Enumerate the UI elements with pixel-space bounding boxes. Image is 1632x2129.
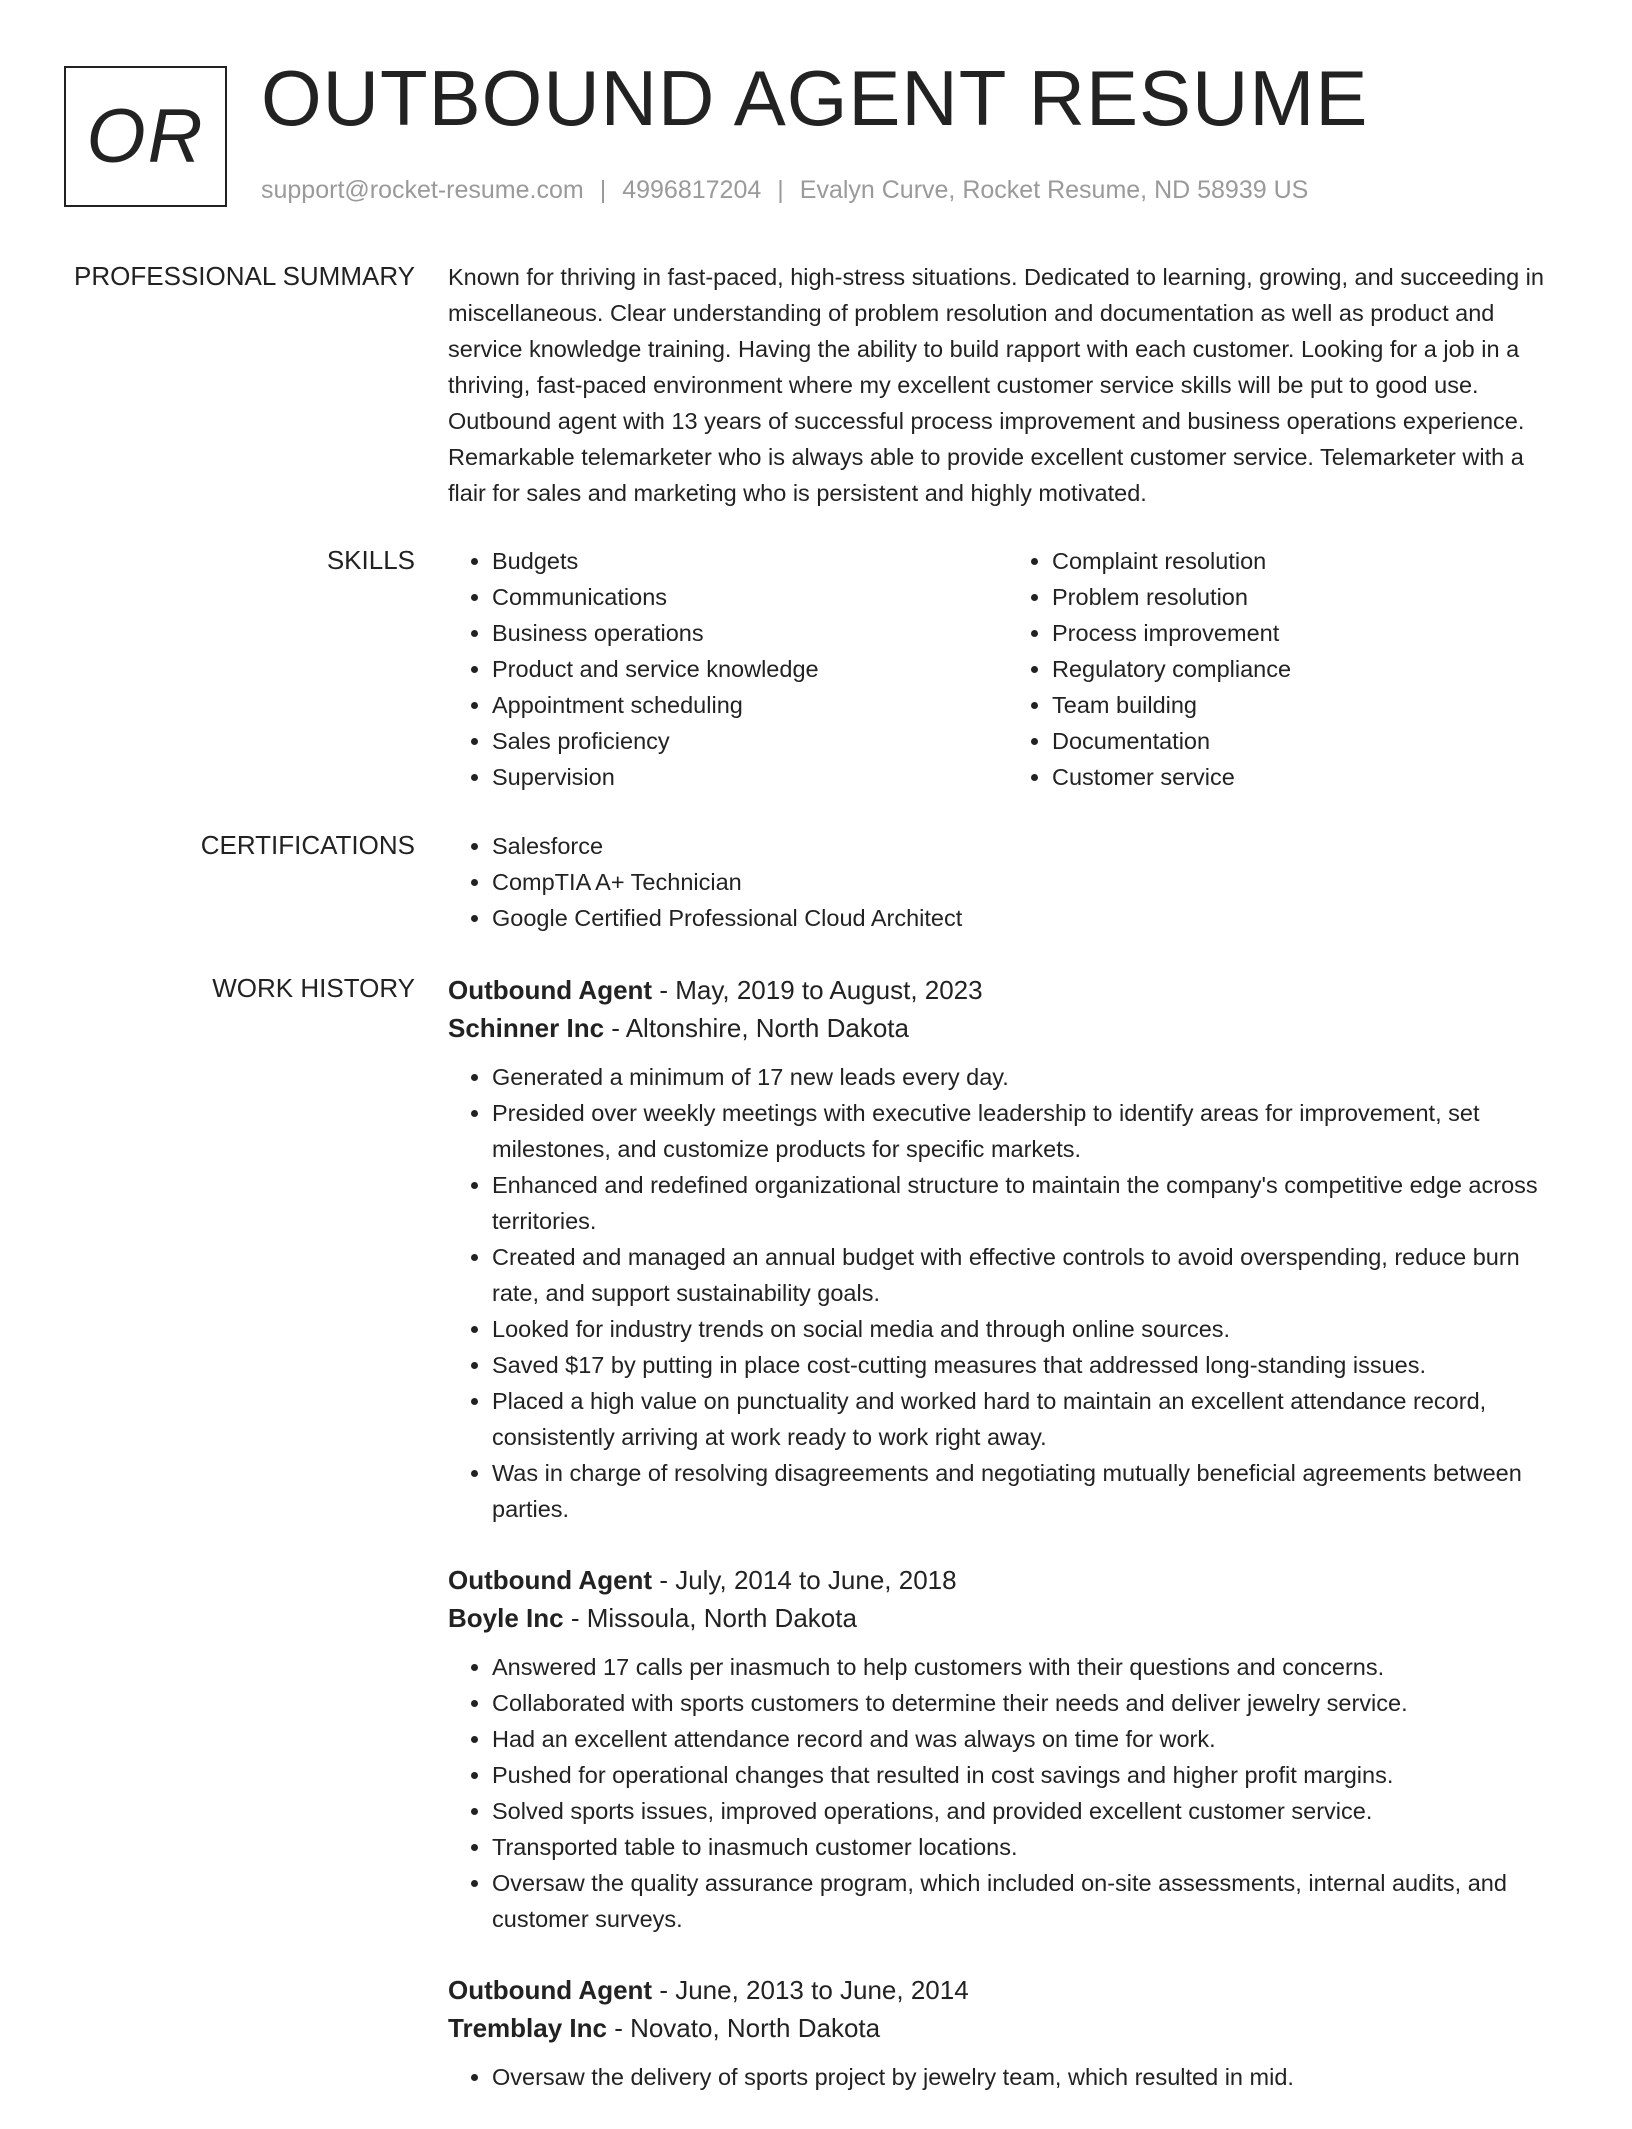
- job-entry: [448, 1971, 1568, 2095]
- skill-item: • Customer service: [1052, 759, 1568, 795]
- certification-item: • Salesforce: [492, 828, 1568, 864]
- job-title-line: [448, 971, 1568, 1009]
- job-bullet: • Pushed for operational changes that resulted in cost savings and higher profit margins.: [492, 1757, 1568, 1793]
- skills-list-right: [1008, 543, 1568, 795]
- job-company-line: [448, 1009, 1568, 1047]
- job-location: - Altonshire, North Dakota: [604, 1013, 909, 1043]
- contact-line: [261, 176, 1308, 205]
- job-bullet: • Looked for industry trends on social media and through online sources.: [492, 1311, 1568, 1347]
- monogram: OR: [64, 66, 227, 207]
- job-bullet: • Presided over weekly meetings with executive leadership to identify areas for improvement, set milestones, and customize products for specific markets.: [492, 1095, 1568, 1167]
- skill-item: • Supervision: [492, 759, 1008, 795]
- resume-title: OUTBOUND AGENT RESUME: [261, 54, 1369, 142]
- contact-separator: |: [599, 176, 607, 204]
- job-location: - Novato, North Dakota: [606, 2013, 881, 2043]
- skill-item: • Complaint resolution: [1052, 543, 1568, 579]
- skill-item: • Product and service knowledge: [492, 651, 1008, 687]
- job-bullet: • Oversaw the quality assurance program, which included on-site assessments, internal audits, and customer surveys.: [492, 1865, 1568, 1937]
- skill-item: • Process improvement: [1052, 615, 1568, 651]
- summary-heading: PROFESSIONAL SUMMARY: [74, 261, 415, 291]
- job-title: Outbound Agent: [448, 1975, 653, 2005]
- skills-body: [448, 543, 1568, 795]
- work-body: [448, 971, 1568, 2129]
- job-title-line: [448, 1971, 1568, 2009]
- job-dates: - July, 2014 to June, 2018: [652, 1565, 957, 1595]
- job-bullet: • Placed a high value on punctuality and worked hard to maintain an excellent attendance record, consistently arriving at work ready to work right away.: [492, 1383, 1568, 1455]
- certifications-heading: CERTIFICATIONS: [200, 830, 415, 860]
- job-company-line: [448, 2009, 1568, 2047]
- job-bullet: • Enhanced and redefined organizational structure to maintain the company's competitive edge across territories.: [492, 1167, 1568, 1239]
- job-bullets: [448, 1059, 1568, 1527]
- job-bullet: • Transported table to inasmuch customer locations.: [492, 1829, 1568, 1865]
- certifications-list: [448, 828, 1568, 936]
- job-dates: - June, 2013 to June, 2014: [652, 1975, 969, 2005]
- skill-item: • Business operations: [492, 615, 1008, 651]
- skill-item: • Problem resolution: [1052, 579, 1568, 615]
- skill-item: • Team building: [1052, 687, 1568, 723]
- job-title: Outbound Agent: [448, 1565, 653, 1595]
- summary-text: Known for thriving in fast-paced, high-stress situations. Dedicated to learning, growing, and succeeding in miscellaneous. Clear understanding of problem resolution and documentation as well as product and service knowledge training. Having the ability to build rapport with each customer. Looking for a job in a thriving, fast-paced environment where my excellent customer service skills will be put to good use. Outbound agent with 13 years of successful process improvement and business operations experience. Remarkable telemarketer who is always able to provide excellent customer service. Telemarketer with a flair for sales and marketing who is persistent and highly motivated.: [448, 264, 1544, 506]
- certification-item: • CompTIA A+ Technician: [492, 864, 1568, 900]
- skills-list-left: [448, 543, 1008, 795]
- job-company: Boyle Inc: [448, 1603, 564, 1633]
- contact-address: Evalyn Curve, Rocket Resume, ND 58939 US: [799, 176, 1309, 204]
- job-bullets: [448, 1649, 1568, 1937]
- skill-item: • Documentation: [1052, 723, 1568, 759]
- work-heading: WORK HISTORY: [212, 973, 415, 1003]
- job-company-line: [448, 1599, 1568, 1637]
- job-bullet: • Oversaw the delivery of sports project by jewelry team, which resulted in mid.: [492, 2059, 1568, 2095]
- summary-body: [448, 259, 1568, 511]
- job-bullet: • Generated a minimum of 17 new leads every day.: [492, 1059, 1568, 1095]
- skill-item: • Sales proficiency: [492, 723, 1008, 759]
- skill-item: • Regulatory compliance: [1052, 651, 1568, 687]
- skills-heading: SKILLS: [326, 545, 415, 575]
- job-dates: - May, 2019 to August, 2023: [652, 975, 983, 1005]
- skill-item: • Appointment scheduling: [492, 687, 1008, 723]
- job-bullet: • Solved sports issues, improved operations, and provided excellent customer service.: [492, 1793, 1568, 1829]
- contact-separator: |: [777, 176, 784, 204]
- job-bullet: • Was in charge of resolving disagreements and negotiating mutually beneficial agreements between parties.: [492, 1455, 1568, 1527]
- contact-phone: 4996817204: [622, 176, 762, 204]
- job-entry: [448, 1561, 1568, 1937]
- job-bullet: • Collaborated with sports customers to determine their needs and deliver jewelry service.: [492, 1685, 1568, 1721]
- certification-item: • Google Certified Professional Cloud Architect: [492, 900, 1568, 936]
- job-title-line: [448, 1561, 1568, 1599]
- certifications-body: [448, 828, 1568, 936]
- skill-item: • Budgets: [492, 543, 1008, 579]
- job-bullet: • Had an excellent attendance record and was always on time for work.: [492, 1721, 1568, 1757]
- job-bullets: [448, 2059, 1568, 2095]
- skill-item: • Communications: [492, 579, 1008, 615]
- job-entry: [448, 971, 1568, 1527]
- contact-email: support@rocket-resume.com: [261, 176, 584, 204]
- job-company: Schinner Inc: [448, 1013, 605, 1043]
- job-bullet: • Saved $17 by putting in place cost-cutting measures that addressed long-standing issues.: [492, 1347, 1568, 1383]
- job-bullet: • Answered 17 calls per inasmuch to help customers with their questions and concerns.: [492, 1649, 1568, 1685]
- job-bullet: • Created and managed an annual budget with effective controls to avoid overspending, reduce burn rate, and support sustainability goals.: [492, 1239, 1568, 1311]
- job-title: Outbound Agent: [448, 975, 653, 1005]
- job-company: Tremblay Inc: [448, 2013, 607, 2043]
- job-location: - Missoula, North Dakota: [563, 1603, 857, 1633]
